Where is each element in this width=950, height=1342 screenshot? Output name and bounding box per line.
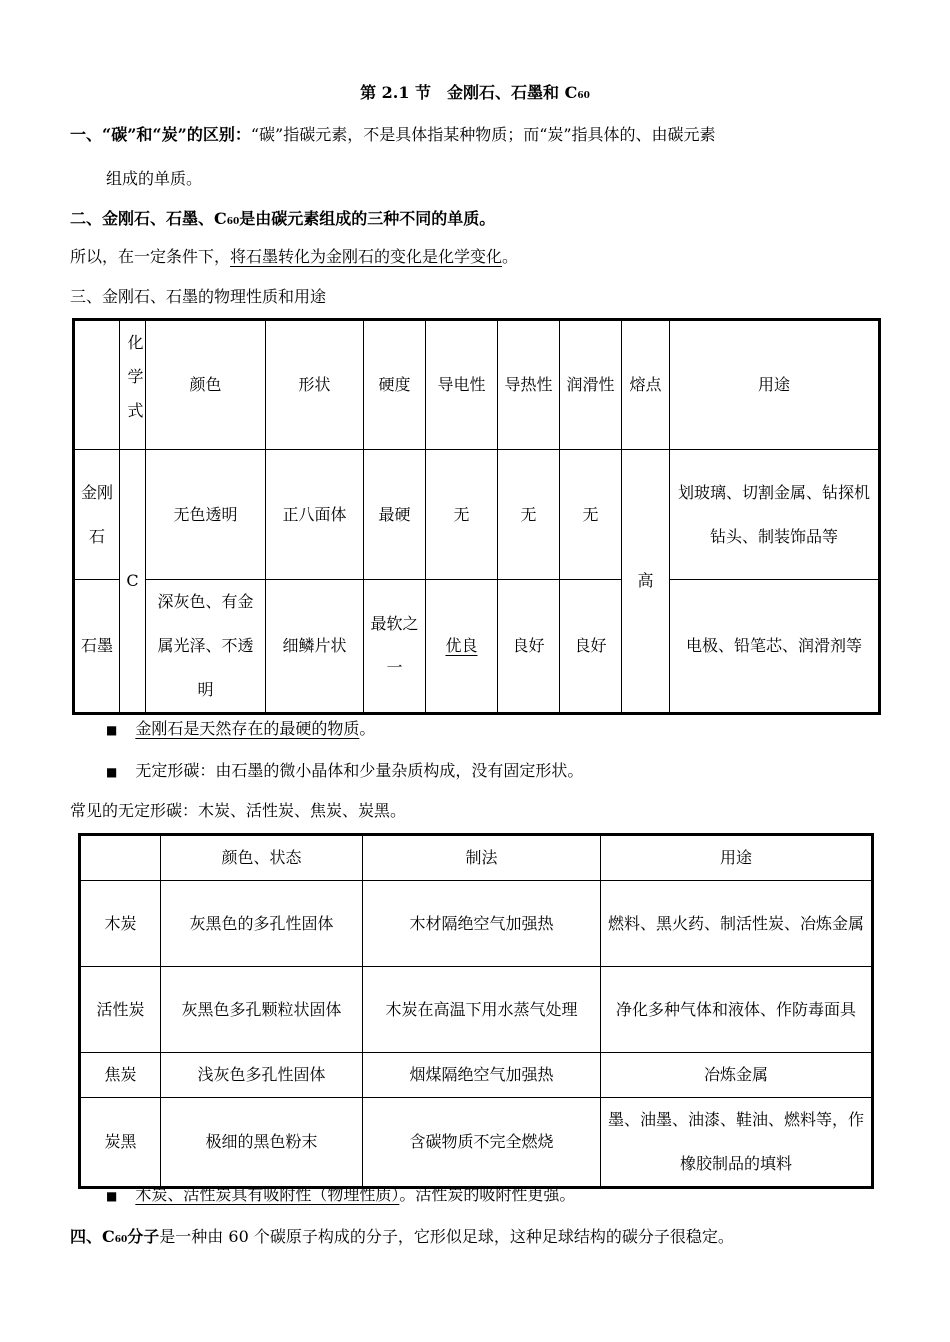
bullet-square-icon: ■ bbox=[106, 1189, 118, 1203]
table1-formula-cell: C bbox=[120, 450, 146, 714]
statement-end: 。 bbox=[502, 247, 519, 266]
section-2-part-a: 二、金刚石、石墨、C bbox=[70, 209, 227, 228]
section-4-term: 分子 bbox=[127, 1227, 160, 1246]
section-4-subscript: 60 bbox=[114, 1235, 128, 1245]
table2-cell: 燃料、黑火药、制活性炭、冶炼金属 bbox=[601, 881, 873, 967]
table2-header-cell: 制法 bbox=[363, 835, 601, 881]
table1-header-thermal: 导热性 bbox=[498, 320, 560, 450]
table2-cell: 木材隔绝空气加强热 bbox=[363, 881, 601, 967]
table2-cell: 冶炼金属 bbox=[601, 1053, 873, 1098]
table2-header-cell: 颜色、状态 bbox=[161, 835, 363, 881]
table2-cell: 灰黑色的多孔性固体 bbox=[161, 881, 363, 967]
table2-cell: 炭黑 bbox=[80, 1098, 161, 1188]
table1-cell-conductivity: 优良 bbox=[426, 580, 498, 714]
section-3 bbox=[70, 284, 326, 307]
statement-underlined: 将石墨转化为金刚石的变化是化学变化 bbox=[230, 247, 503, 266]
section-2-subscript: 60 bbox=[226, 217, 240, 227]
table2-row bbox=[80, 967, 873, 1053]
table2-cell: 焦炭 bbox=[80, 1053, 161, 1098]
table1-header-color: 颜色 bbox=[146, 320, 266, 450]
table1-header-lubricity: 润滑性 bbox=[560, 320, 622, 450]
table1-cell-color: 无色透明 bbox=[146, 450, 266, 580]
table1-cell-thermal: 良好 bbox=[498, 580, 560, 714]
bullet-2-text: 无定形碳：由石墨的微小晶体和少量杂质构成，没有固定形状。 bbox=[135, 761, 584, 780]
bullet-1 bbox=[106, 716, 375, 739]
section-3-heading: 金刚石、石墨的物理性质和用途 bbox=[102, 287, 327, 306]
statement-prefix: 所以，在一定条件下， bbox=[70, 247, 231, 266]
title-text: 第 2.1 节 金刚石、石墨和 C bbox=[360, 83, 578, 102]
bullet-3-underlined: 木炭、活性炭具有吸附性（物理性质） bbox=[135, 1185, 400, 1204]
table2-cell: 木炭 bbox=[80, 881, 161, 967]
table1-row-graphite bbox=[74, 580, 880, 714]
table1-cell-use: 电极、铅笔芯、润滑剂等 bbox=[670, 580, 880, 714]
table1-row-diamond bbox=[74, 450, 880, 580]
table2-row bbox=[80, 1053, 873, 1098]
bullet-square-icon: ■ bbox=[106, 765, 118, 779]
table1-cell-color: 深灰色、有金属光泽、不透明 bbox=[146, 580, 266, 714]
section-2-statement bbox=[70, 244, 518, 267]
page-title bbox=[0, 80, 950, 103]
table2-cell: 灰黑色多孔颗粒状固体 bbox=[161, 967, 363, 1053]
table2-cell: 木炭在高温下用水蒸气处理 bbox=[363, 967, 601, 1053]
amorphous-carbon-list: 常见的无定形碳：木炭、活性炭、焦炭、炭黑。 bbox=[70, 801, 407, 820]
section-2-part-b: 是由碳元素组成的三种不同的单质。 bbox=[239, 209, 496, 228]
bullet-3-rest: 。活性炭的吸附性更强。 bbox=[399, 1185, 576, 1204]
bullet-1-text: 金刚石是天然存在的最硬的物质 bbox=[135, 719, 360, 738]
title-subscript: 60 bbox=[577, 91, 590, 101]
table2-header-row bbox=[80, 835, 873, 881]
section-1-heading: 一、“碳”和“炭”的区别： bbox=[70, 125, 251, 144]
table1-cell-shape: 正八面体 bbox=[266, 450, 364, 580]
table1-cell-conductivity: 无 bbox=[426, 450, 498, 580]
section-4-body: 是一种由 60 个碳原子构成的分子，它形似足球，这种足球结构的碳分子很稳定。 bbox=[159, 1227, 734, 1246]
table1-header-use: 用途 bbox=[670, 320, 880, 450]
table1-corner-cell bbox=[74, 320, 120, 450]
section-1-continued: 组成的单质。 bbox=[106, 169, 203, 188]
section-1 bbox=[70, 122, 716, 145]
table1-cell-hardness: 最软之一 bbox=[364, 580, 426, 714]
table2-row bbox=[80, 1098, 873, 1188]
table2-header-cell bbox=[80, 835, 161, 881]
table1-header-hardness: 硬度 bbox=[364, 320, 426, 450]
bullet-2 bbox=[106, 758, 583, 781]
table2-cell: 烟煤隔绝空气加强热 bbox=[363, 1053, 601, 1098]
table2-cell: 含碳物质不完全燃烧 bbox=[363, 1098, 601, 1188]
section-2 bbox=[70, 206, 495, 229]
table1-header-conductivity: 导电性 bbox=[426, 320, 498, 450]
table1-header-melting: 熔点 bbox=[622, 320, 670, 450]
table2-cell: 净化多种气体和液体、作防毒面具 bbox=[601, 967, 873, 1053]
section-4 bbox=[70, 1224, 734, 1247]
bullet-1-end: 。 bbox=[359, 719, 376, 738]
table1-cell-hardness: 最硬 bbox=[364, 450, 426, 580]
table2-cell: 浅灰色多孔性固体 bbox=[161, 1053, 363, 1098]
table2-cell: 墨、油墨、油漆、鞋油、燃料等，作橡胶制品的填料 bbox=[601, 1098, 873, 1188]
section-1-body: “碳”指碳元素，不是具体指某种物质；而“炭”指具体的、由碳元素 bbox=[250, 125, 716, 144]
table1-cell-lubricity: 无 bbox=[560, 450, 622, 580]
table1-row-name: 石墨 bbox=[74, 580, 120, 714]
bullet-3 bbox=[106, 1182, 575, 1205]
table2-row bbox=[80, 881, 873, 967]
table2-cell: 活性炭 bbox=[80, 967, 161, 1053]
table1-header-shape: 形状 bbox=[266, 320, 364, 450]
amorphous-carbon-table bbox=[78, 833, 874, 1189]
table1-cell-shape: 细鳞片状 bbox=[266, 580, 364, 714]
table1-cell-thermal: 无 bbox=[498, 450, 560, 580]
table1-row-name: 金刚石 bbox=[74, 450, 120, 580]
table1-cell-lubricity: 良好 bbox=[560, 580, 622, 714]
table2-header-cell: 用途 bbox=[601, 835, 873, 881]
table1-header-formula: 化学式 bbox=[120, 320, 146, 450]
table1-cell-use: 划玻璃、切割金属、钻探机钻头、制装饰品等 bbox=[670, 450, 880, 580]
section-4-prefix: 四、C bbox=[70, 1227, 115, 1246]
table2-cell: 极细的黑色粉末 bbox=[161, 1098, 363, 1188]
table1-header-row bbox=[74, 320, 880, 450]
table1-melting-cell: 高 bbox=[622, 450, 670, 714]
bullet-square-icon: ■ bbox=[106, 723, 118, 737]
section-3-prefix: 三、 bbox=[70, 287, 103, 306]
diamond-graphite-table bbox=[72, 318, 881, 715]
